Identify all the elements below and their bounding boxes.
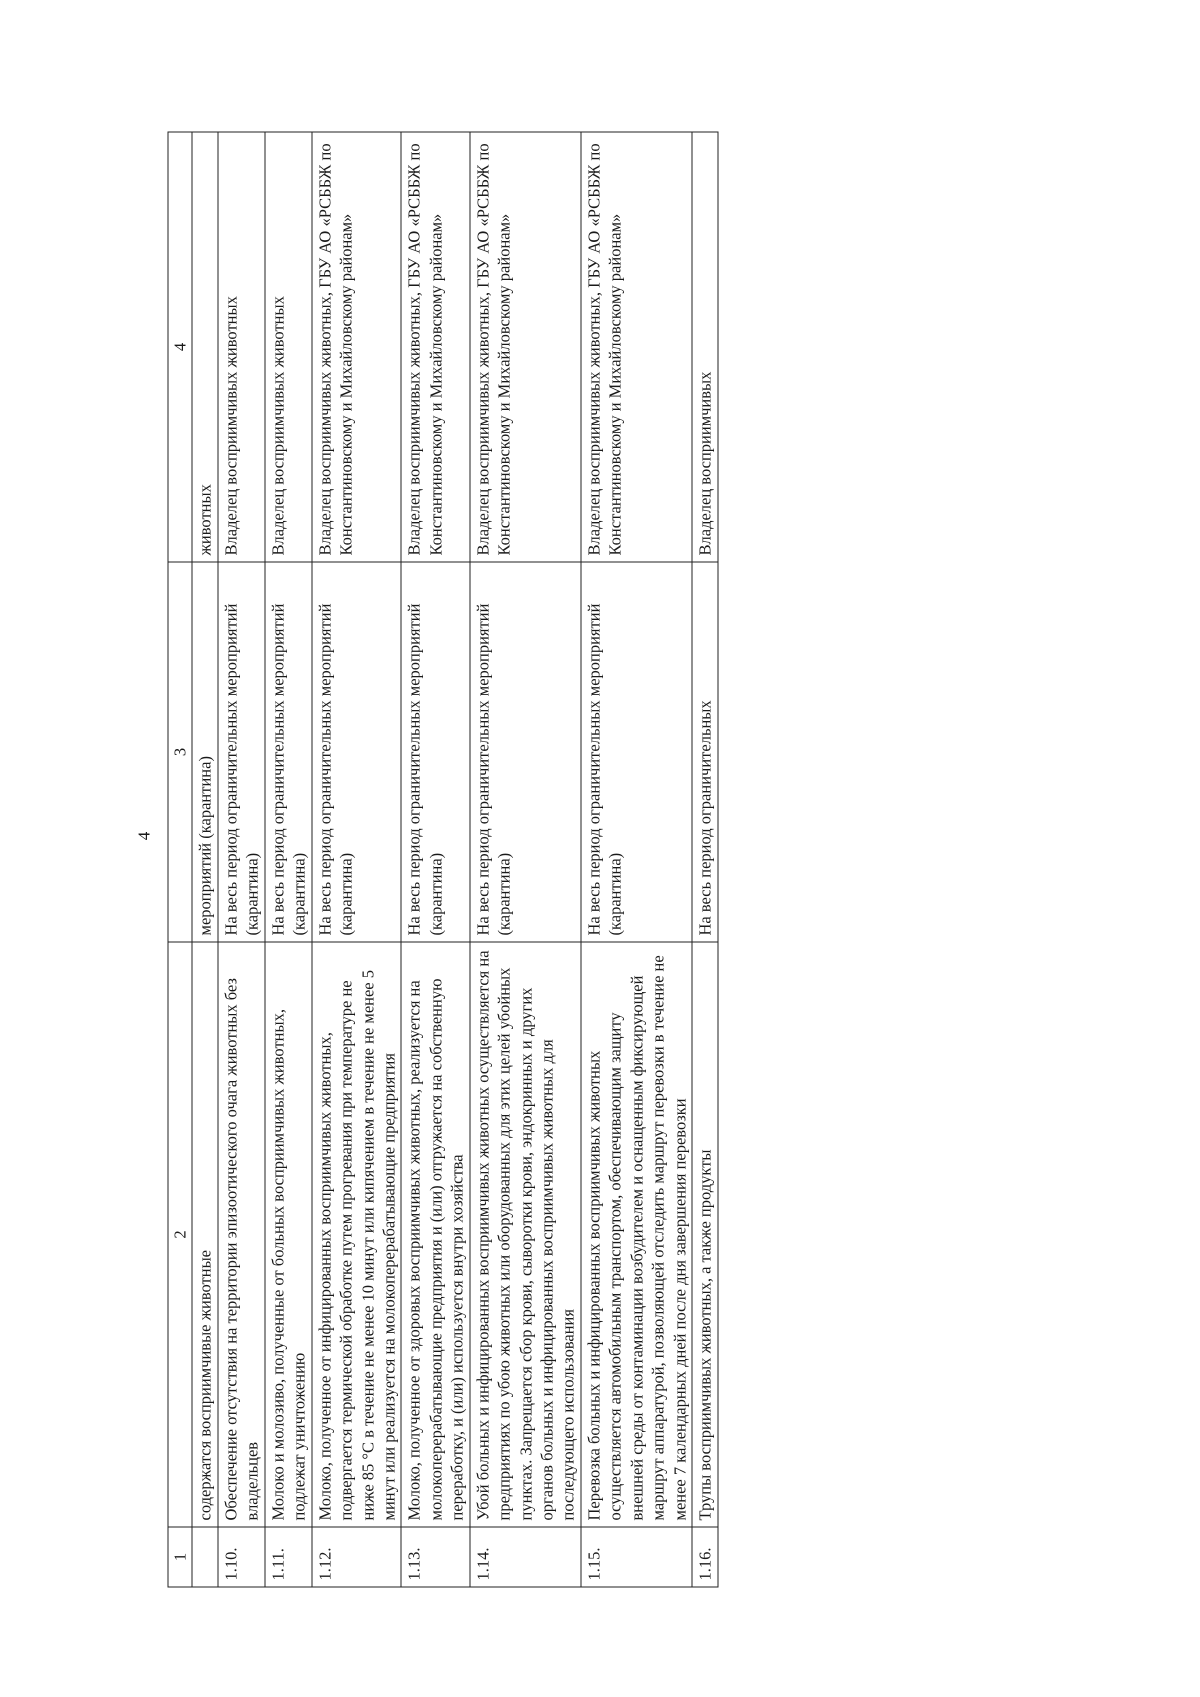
row-number-cell: 1.16.	[692, 1527, 717, 1587]
measure-cell: Трупы восприимчивых животных, а также продукты	[692, 942, 717, 1527]
row-number-cell: 1.14.	[469, 1527, 580, 1587]
responsible-cell: Владелец восприимчивых	[692, 132, 717, 562]
period-cell: На весь период ограничительных мероприятий (карантина)	[469, 562, 580, 942]
column-responsible-header: 4	[168, 132, 192, 562]
responsible-cell: Владелец восприимчивых животных	[217, 132, 264, 562]
page-number: 4	[134, 831, 154, 841]
table-row	[217, 132, 264, 1587]
table-row-continuation	[192, 132, 217, 1587]
table-row	[401, 132, 469, 1587]
period-cell: На весь период ограничительных мероприятий (карантина)	[264, 562, 311, 942]
measure-cell: содержатся восприимчивые животные	[192, 942, 217, 1527]
period-cell: На весь период ограничительных мероприятий (карантина)	[217, 562, 264, 942]
row-number-cell: 1.13.	[401, 1527, 469, 1587]
measure-cell: Молоко и молозиво, полученные от больных восприимчивых животных, подлежат уничтожению	[264, 942, 311, 1527]
row-number-cell: 1.11.	[264, 1527, 311, 1587]
responsible-cell: Владелец восприимчивых животных, ГБУ АО «РСББЖ по Константиновскому и Михайловскому районам»	[580, 132, 691, 562]
table-row	[580, 132, 691, 1587]
table-row	[264, 132, 311, 1587]
responsible-cell: Владелец восприимчивых животных	[264, 132, 311, 562]
row-number-cell	[192, 1527, 217, 1587]
period-cell: На весь период ограничительных мероприятий (карантина)	[401, 562, 469, 942]
measure-cell: Убой больных и инфицированных восприимчивых животных осуществляется на предприятиях по убою животных или оборудованных для этих целей убойных пунктах. Запрещается сбор крови, сыворотки крови, эндокринных и других органов больных и инфицированных восприимчивых животных для последующего использования	[469, 942, 580, 1527]
row-number-cell: 1.15.	[580, 1527, 691, 1587]
period-cell: На весь период ограничительных мероприятий (карантина)	[311, 562, 401, 942]
measures-table	[167, 132, 718, 1588]
table-row	[692, 132, 717, 1587]
period-cell: мероприятий (карантина)	[192, 562, 217, 942]
responsible-cell: Владелец восприимчивых животных, ГБУ АО «РСББЖ по Константиновскому и Михайловскому районам»	[401, 132, 469, 562]
row-number-cell: 1.12.	[311, 1527, 401, 1587]
table-row	[311, 132, 401, 1587]
measure-cell: Перевозка больных и инфицированных восприимчивых животных осуществляется автомобильным транспортом, обеспечивающим защиту внешней среды от контаминации возбудителем и оснащенным фиксирующей маршрут аппаратурой, позволяющей отследить маршрут перевозки в течение не менее 7 календарных дней после дня завершения перевозки	[580, 942, 691, 1527]
responsible-cell: Владелец восприимчивых животных, ГБУ АО «РСББЖ по Константиновскому и Михайловскому районам»	[311, 132, 401, 562]
measure-cell: Молоко, полученное от здоровых восприимчивых животных, реализуется на молокоперерабатывающие предприятия и (или) отгружается на собственную переработку, и (или) используется внутри хозяйства	[401, 942, 469, 1527]
period-cell: На весь период ограничительных	[692, 562, 717, 942]
measure-cell: Обеспечение отсутствия на территории эпизоотического очага животных без владельцев	[217, 942, 264, 1527]
column-period-header: 3	[168, 562, 192, 942]
table-header-row	[168, 132, 192, 1587]
column-number-header: 1	[168, 1527, 192, 1587]
responsible-cell: животных	[192, 132, 217, 562]
column-measure-header: 2	[168, 942, 192, 1527]
responsible-cell: Владелец восприимчивых животных, ГБУ АО «РСББЖ по Константиновскому и Михайловскому районам»	[469, 132, 580, 562]
rotated-table-sheet	[167, 133, 1033, 1588]
row-number-cell: 1.10.	[217, 1527, 264, 1587]
period-cell: На весь период ограничительных мероприятий (карантина)	[580, 562, 691, 942]
measure-cell: Молоко, полученное от инфицированных восприимчивых животных, подвергается термической обработке путем прогревания при температуре не ниже 85 °С в течение не менее 10 минут или кипячением в течение не менее 5 минут или реализуется на молокоперерабатывающие предприятия	[311, 942, 401, 1527]
table-row	[469, 132, 580, 1587]
